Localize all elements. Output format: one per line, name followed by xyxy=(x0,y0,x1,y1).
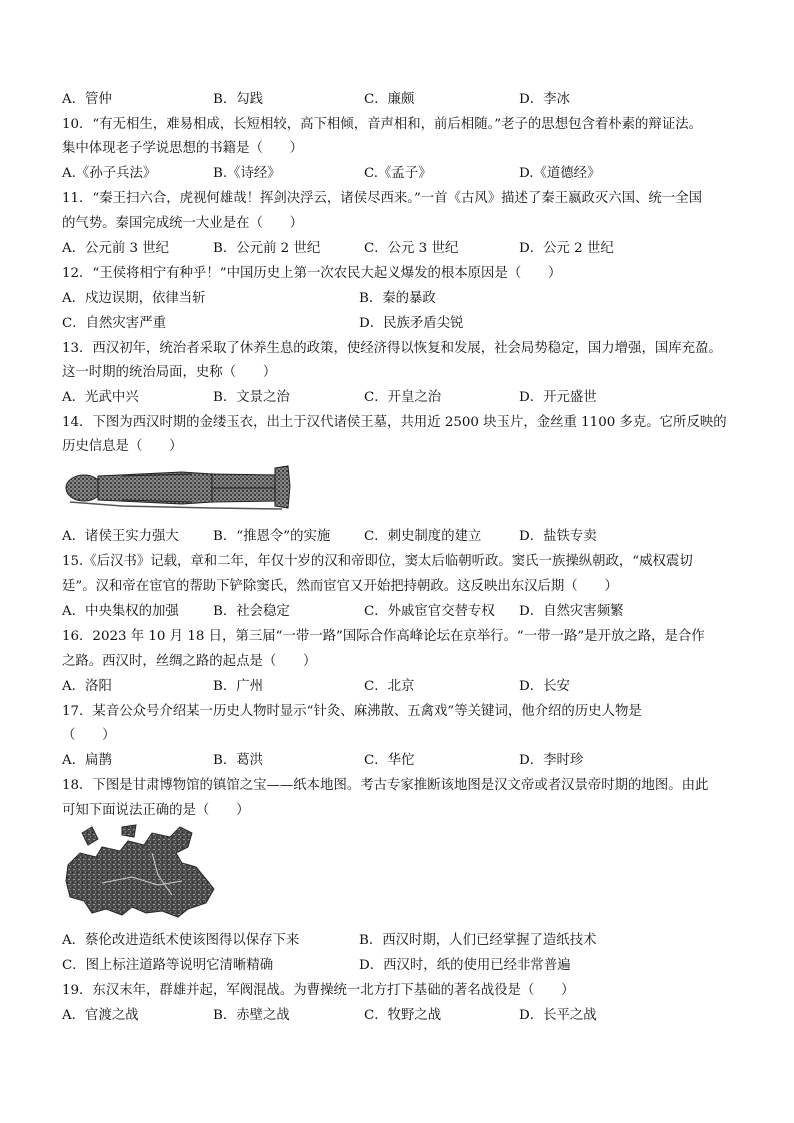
q15-option-a: A．中央集权的加强 xyxy=(62,604,179,619)
q15-stem-line-1: 15.《后汉书》记载，章和二年，年仅十岁的汉和帝即位，窦太后临朝听政。窦氏一族操纵朝政，“威权震切 xyxy=(62,554,693,569)
q14-option-b: B．“推恩令”的实施 xyxy=(213,529,331,544)
q18-stem-line-2: 可知下面说法正确的是（ ） xyxy=(62,803,250,818)
q19-option-c: C．牧野之战 xyxy=(364,1008,442,1023)
q15-option-b: B．社会稳定 xyxy=(213,604,290,619)
q16-option-a: A．洛阳 xyxy=(62,679,112,694)
q19-option-a: A．官渡之战 xyxy=(62,1008,139,1023)
q13-option-c: C．开皇之治 xyxy=(364,390,442,405)
q12-option-a: A．戍边误期，依律当斩 xyxy=(62,291,206,306)
q19-option-d: D．长平之战 xyxy=(519,1008,597,1023)
q13-option-b: B．文景之治 xyxy=(213,390,290,405)
q16-option-b: B．广州 xyxy=(213,679,264,694)
q13-option-a: A．光武中兴 xyxy=(62,390,139,405)
q9-option-b: B．勾践 xyxy=(213,92,264,107)
q17-option-d: D．李时珍 xyxy=(519,753,584,768)
jade-burial-suit-figure xyxy=(62,462,294,512)
q14-stem-line-2: 历史信息是（ ） xyxy=(62,439,183,454)
q18-option-b: B．西汉时期，人们已经掌握了造纸技术 xyxy=(359,933,597,948)
q15-stem-line-2: 廷”。汉和帝在宦官的帮助下铲除窦氏，然而宦官又开始把持朝政。这反映出东汉后期（ ） xyxy=(62,579,618,594)
q14-option-a: A．诸侯王实力强大 xyxy=(62,529,179,544)
q11-option-a: A．公元前 3 世纪 xyxy=(62,241,170,256)
q10-option-a: A.《孙子兵法》 xyxy=(62,166,157,181)
q16-stem-line-2: 之路。西汉时，丝绸之路的起点是（ ） xyxy=(62,654,317,669)
q10-option-b: B.《诗经》 xyxy=(213,166,281,181)
q12-option-d: D．民族矛盾尖锐 xyxy=(359,316,464,331)
q17-stem-line-2: （ ） xyxy=(62,728,116,743)
q10-option-d: D.《道德经》 xyxy=(519,166,601,181)
q10-stem-line-2: 集中体现老子学说思想的书籍是（ ） xyxy=(62,141,304,156)
q12-stem-line-1: 12．“王侯将相宁有种乎！”中国历史上第一次农民大起义爆发的根本原因是（ ） xyxy=(62,266,562,281)
q18-option-a: A．蔡伦改进造纸术使该图得以保存下来 xyxy=(62,933,300,948)
q17-stem-line-1: 17．某音公众号介绍某一历史人物时显示“针灸、麻沸散、五禽戏”等关键词，他介绍的历史人物是 xyxy=(62,704,642,719)
q19-option-b: B．赤壁之战 xyxy=(213,1008,290,1023)
q19-stem-line-1: 19．东汉末年，群雄并起，军阀混战。为曹操统一北方打下基础的著名战役是（ ） xyxy=(62,983,575,998)
q16-option-c: C．北京 xyxy=(364,679,415,694)
q13-option-d: D．开元盛世 xyxy=(519,390,597,405)
q12-option-b: B．秦的暴政 xyxy=(359,291,436,306)
q15-option-d: D．自然灾害频繁 xyxy=(519,604,624,619)
q9-option-c: C．廉颇 xyxy=(364,92,415,107)
q11-stem-line-2: 的气势。秦国完成统一大业是在（ ） xyxy=(62,216,304,231)
q11-stem-line-1: 11．“秦王扫六合，虎视何雄哉！挥剑决浮云，诸侯尽西来。”一首《古风》描述了秦王嬴政灭六国、统一全国 xyxy=(62,191,702,206)
q17-option-a: A．扁鹊 xyxy=(62,753,112,768)
q17-option-b: B．葛洪 xyxy=(213,753,264,768)
q11-option-c: C．公元 3 世纪 xyxy=(364,241,459,256)
paper-map-figure xyxy=(62,823,220,919)
q9-option-a: A．管仲 xyxy=(62,92,112,107)
q14-option-c: C．刺史制度的建立 xyxy=(364,529,482,544)
q9-option-d: D．李冰 xyxy=(519,92,570,107)
q14-option-d: D．盐铁专卖 xyxy=(519,529,597,544)
q10-stem-line-1: 10．“有无相生，难易相成，长短相较，高下相倾，音声相和，前后相随。”老子的思想包含着朴素的辩证法。 xyxy=(62,117,702,132)
q11-option-b: B．公元前 2 世纪 xyxy=(213,241,321,256)
q16-stem-line-1: 16．2023 年 10 月 18 日，第三届“一带一路”国际合作高峰论坛在京举行。“一带一路”是开放之路，是合作 xyxy=(62,629,705,644)
q14-stem-line-1: 14．下图为西汉时期的金缕玉衣，出土于汉代诸侯王墓，共用近 2500 块玉片，金丝重 1100 多克。它所反映的 xyxy=(62,415,727,430)
q18-option-c: C．图上标注道路等说明它清晰精确 xyxy=(62,958,274,973)
q10-option-c: C.《孟子》 xyxy=(364,166,432,181)
q18-option-d: D．西汉时，纸的使用已经非常普遍 xyxy=(359,958,571,973)
q16-option-d: D．长安 xyxy=(519,679,570,694)
q12-option-c: C．自然灾害严重 xyxy=(62,316,166,331)
q13-stem-line-2: 这一时期的统治局面，史称（ ） xyxy=(62,365,277,380)
q13-stem-line-1: 13．西汉初年，统治者采取了休养生息的政策，使经济得以恢复和发展，社会局势稳定，国力增强，国库充盈。 xyxy=(62,341,722,356)
q15-option-c: C．外戚宦官交替专权 xyxy=(364,604,495,619)
q17-option-c: C．华佗 xyxy=(364,753,415,768)
q11-option-d: D．公元 2 世纪 xyxy=(519,241,614,256)
q18-stem-line-1: 18．下图是甘肃博物馆的镇馆之宝——纸本地图。考古专家推断该地图是汉文帝或者汉景帝时期的地图。由此 xyxy=(62,778,709,793)
